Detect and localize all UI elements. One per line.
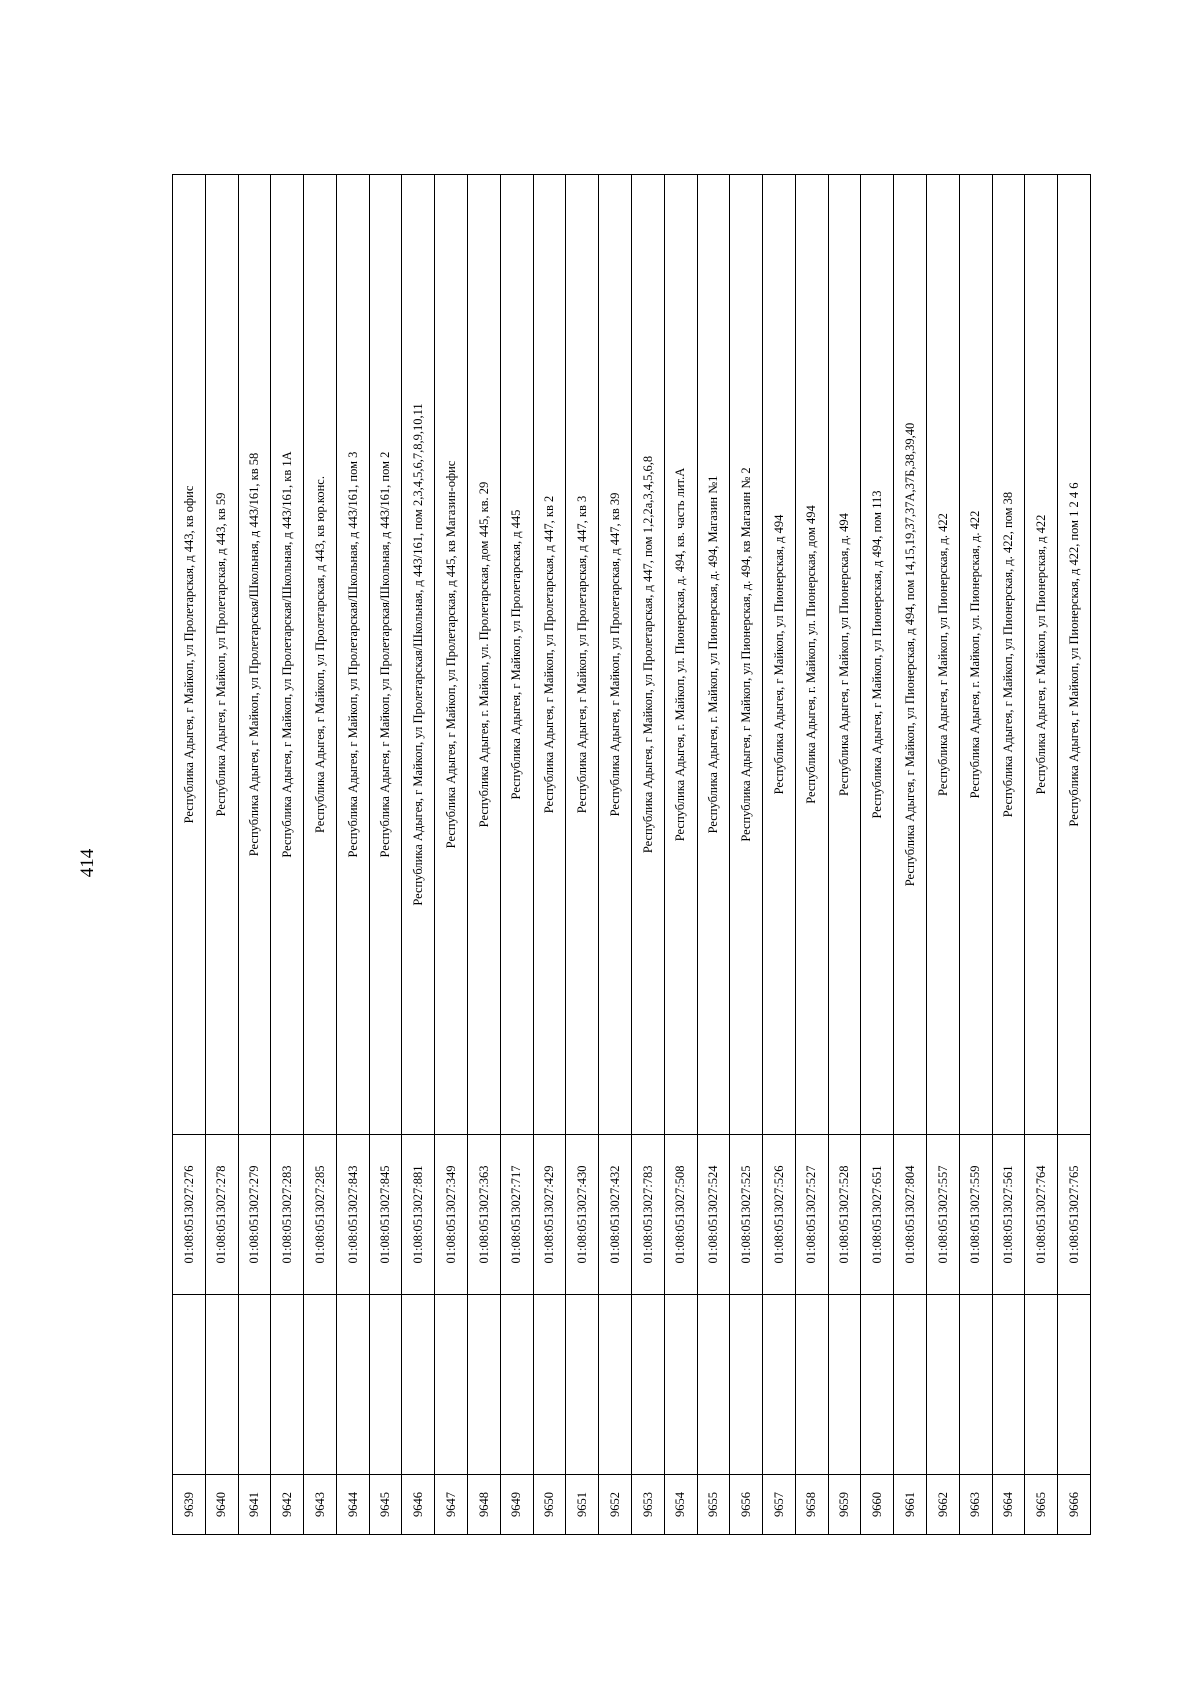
- table-row: [959, 175, 992, 1535]
- address-cell: Республика Адыгея, г Майкоп, ул Пролетарская, д 447, кв 39: [599, 175, 632, 1135]
- row-number-cell: 9653: [631, 1475, 664, 1535]
- row-number-cell: 9646: [402, 1475, 435, 1535]
- cadastral-number-cell: 01:08:0513027:783: [631, 1135, 664, 1295]
- cadastral-number-cell: 01:08:0513027:278: [205, 1135, 238, 1295]
- row-number-cell: 9658: [795, 1475, 828, 1535]
- address-cell: Республика Адыгея, г Майкоп, ул Пролетарская/Школьная, д 443/161, пом 2: [369, 175, 402, 1135]
- cadastral-number-cell: 01:08:0513027:508: [664, 1135, 697, 1295]
- cadastral-number-cell: 01:08:0513027:526: [763, 1135, 796, 1295]
- address-cell: Республика Адыгея, г. Майкоп, ул. Пионерская, дом 494: [795, 175, 828, 1135]
- row-number-cell: 9652: [599, 1475, 632, 1535]
- row-number-cell: 9657: [763, 1475, 796, 1535]
- empty-cell: [697, 1295, 730, 1475]
- address-cell: Республика Адыгея, г. Майкоп, ул. Пионерская, д. 494, кв. часть лит.А: [664, 175, 697, 1135]
- cadastral-number-cell: 01:08:0513027:881: [402, 1135, 435, 1295]
- empty-cell: [631, 1295, 664, 1475]
- address-cell: Республика Адыгея, г Майкоп, ул Пролетарская/Школьная, д 443/161, кв 1А: [271, 175, 304, 1135]
- address-cell: Республика Адыгея, г Майкоп, ул Пионерская, д 422: [1025, 175, 1058, 1135]
- row-number-cell: 9666: [1058, 1475, 1091, 1535]
- empty-cell: [173, 1295, 206, 1475]
- row-number-cell: 9642: [271, 1475, 304, 1535]
- row-number-cell: 9643: [304, 1475, 337, 1535]
- table-row: [369, 175, 402, 1535]
- row-number-cell: 9662: [926, 1475, 959, 1535]
- address-cell: Республика Адыгея, г Майкоп, ул Пролетарская/Школьная, д 443/161, пом 2,3,4,5,6,7,8,9,10,11: [402, 175, 435, 1135]
- address-cell: Республика Адыгея, г Майкоп, ул Пролетарская, д 447, кв 3: [566, 175, 599, 1135]
- table-row: [435, 175, 468, 1535]
- empty-cell: [730, 1295, 763, 1475]
- row-number-cell: 9648: [468, 1475, 501, 1535]
- cadastral-number-cell: 01:08:0513027:283: [271, 1135, 304, 1295]
- address-cell: Республика Адыгея, г Майкоп, ул Пролетарская, д 445, кв Магазин-офис: [435, 175, 468, 1135]
- address-cell: Республика Адыгея, г Майкоп, ул Пролетарская, д 447, кв 2: [533, 175, 566, 1135]
- cadastral-number-cell: 01:08:0513027:276: [173, 1135, 206, 1295]
- table-row: [205, 175, 238, 1535]
- empty-cell: [926, 1295, 959, 1475]
- empty-cell: [500, 1295, 533, 1475]
- cadastral-number-cell: 01:08:0513027:843: [336, 1135, 369, 1295]
- table-row: [468, 175, 501, 1535]
- empty-cell: [336, 1295, 369, 1475]
- address-cell: Республика Адыгея, г Майкоп, ул Пионерская, д. 494, кв Магазин № 2: [730, 175, 763, 1135]
- row-number-cell: 9665: [1025, 1475, 1058, 1535]
- table-row: [730, 175, 763, 1535]
- row-number-cell: 9663: [959, 1475, 992, 1535]
- empty-cell: [894, 1295, 927, 1475]
- cadastral-number-cell: 01:08:0513027:804: [894, 1135, 927, 1295]
- table-row: [500, 175, 533, 1535]
- address-cell: Республика Адыгея, г Майкоп, ул Пролетарская, д 443, кв юр.конс.: [304, 175, 337, 1135]
- empty-cell: [1058, 1295, 1091, 1475]
- cadastral-number-cell: 01:08:0513027:845: [369, 1135, 402, 1295]
- table-row: [1025, 175, 1058, 1535]
- table-row: [795, 175, 828, 1535]
- empty-cell: [402, 1295, 435, 1475]
- row-number-cell: 9644: [336, 1475, 369, 1535]
- row-number-cell: 9655: [697, 1475, 730, 1535]
- registry-table-body: [173, 175, 1091, 1535]
- table-row: [664, 175, 697, 1535]
- cadastral-number-cell: 01:08:0513027:559: [959, 1135, 992, 1295]
- row-number-cell: 9660: [861, 1475, 894, 1535]
- address-cell: Республика Адыгея, г Майкоп, ул Пионерская, д 422, пом 1 2 4 6: [1058, 175, 1091, 1135]
- address-cell: Республика Адыгея, г Майкоп, ул Пионерская, д 494, пом 113: [861, 175, 894, 1135]
- table-row: [304, 175, 337, 1535]
- cadastral-number-cell: 01:08:0513027:717: [500, 1135, 533, 1295]
- address-cell: Республика Адыгея, г Майкоп, ул Пролетарская, д 443, кв офис: [173, 175, 206, 1135]
- address-cell: Республика Адыгея, г Майкоп, ул Пионерская, д 494: [763, 175, 796, 1135]
- registry-table: [172, 174, 1091, 1535]
- address-cell: Республика Адыгея, г Майкоп, ул Пионерская, д 494, пом 14,15,19,37,37А,37Б,38,39,40: [894, 175, 927, 1135]
- row-number-cell: 9664: [992, 1475, 1025, 1535]
- address-cell: Республика Адыгея, г Майкоп, ул Пионерская, д. 422, пом 38: [992, 175, 1025, 1135]
- table-row: [861, 175, 894, 1535]
- table-row: [271, 175, 304, 1535]
- empty-cell: [435, 1295, 468, 1475]
- cadastral-number-cell: 01:08:0513027:363: [468, 1135, 501, 1295]
- empty-cell: [795, 1295, 828, 1475]
- empty-cell: [271, 1295, 304, 1475]
- address-cell: Республика Адыгея, г Майкоп, ул Пионерская, д. 422: [926, 175, 959, 1135]
- empty-cell: [959, 1295, 992, 1475]
- cadastral-number-cell: 01:08:0513027:429: [533, 1135, 566, 1295]
- empty-cell: [861, 1295, 894, 1475]
- row-number-cell: 9639: [173, 1475, 206, 1535]
- empty-cell: [992, 1295, 1025, 1475]
- table-row: [763, 175, 796, 1535]
- registry-table-container: [172, 175, 1091, 1535]
- row-number-cell: 9656: [730, 1475, 763, 1535]
- address-cell: Республика Адыгея, г Майкоп, ул Пионерская, д. 494: [828, 175, 861, 1135]
- address-cell: Республика Адыгея, г. Майкоп, ул Пионерская, д. 494, Магазин №1: [697, 175, 730, 1135]
- table-row: [828, 175, 861, 1535]
- cadastral-number-cell: 01:08:0513027:557: [926, 1135, 959, 1295]
- empty-cell: [664, 1295, 697, 1475]
- cadastral-number-cell: 01:08:0513027:651: [861, 1135, 894, 1295]
- cadastral-number-cell: 01:08:0513027:349: [435, 1135, 468, 1295]
- address-cell: Республика Адыгея, г. Майкоп, ул. Пролетарская, дом 445, кв. 29: [468, 175, 501, 1135]
- cadastral-number-cell: 01:08:0513027:764: [1025, 1135, 1058, 1295]
- empty-cell: [828, 1295, 861, 1475]
- address-cell: Республика Адыгея, г Майкоп, ул Пролетарская, д 445: [500, 175, 533, 1135]
- empty-cell: [1025, 1295, 1058, 1475]
- row-number-cell: 9661: [894, 1475, 927, 1535]
- table-row: [926, 175, 959, 1535]
- row-number-cell: 9651: [566, 1475, 599, 1535]
- empty-cell: [763, 1295, 796, 1475]
- cadastral-number-cell: 01:08:0513027:524: [697, 1135, 730, 1295]
- cadastral-number-cell: 01:08:0513027:430: [566, 1135, 599, 1295]
- cadastral-number-cell: 01:08:0513027:561: [992, 1135, 1025, 1295]
- table-row: [599, 175, 632, 1535]
- address-cell: Республика Адыгея, г Майкоп, ул Пролетарская/Школьная, д 443/161, пом 3: [336, 175, 369, 1135]
- table-row: [533, 175, 566, 1535]
- cadastral-number-cell: 01:08:0513027:765: [1058, 1135, 1091, 1295]
- empty-cell: [533, 1295, 566, 1475]
- table-row: [992, 175, 1025, 1535]
- address-cell: Республика Адыгея, г Майкоп, ул Пролетарская/Школьная, д 443/161, кв 58: [238, 175, 271, 1135]
- row-number-cell: 9659: [828, 1475, 861, 1535]
- row-number-cell: 9645: [369, 1475, 402, 1535]
- row-number-cell: 9640: [205, 1475, 238, 1535]
- row-number-cell: 9641: [238, 1475, 271, 1535]
- table-row: [336, 175, 369, 1535]
- cadastral-number-cell: 01:08:0513027:279: [238, 1135, 271, 1295]
- empty-cell: [468, 1295, 501, 1475]
- table-row: [566, 175, 599, 1535]
- empty-cell: [566, 1295, 599, 1475]
- row-number-cell: 9647: [435, 1475, 468, 1535]
- cadastral-number-cell: 01:08:0513027:432: [599, 1135, 632, 1295]
- empty-cell: [369, 1295, 402, 1475]
- row-number-cell: 9654: [664, 1475, 697, 1535]
- empty-cell: [205, 1295, 238, 1475]
- table-row: [402, 175, 435, 1535]
- empty-cell: [238, 1295, 271, 1475]
- cadastral-number-cell: 01:08:0513027:285: [304, 1135, 337, 1295]
- address-cell: Республика Адыгея, г Майкоп, ул Пролетарская, д 443, кв 59: [205, 175, 238, 1135]
- empty-cell: [304, 1295, 337, 1475]
- cadastral-number-cell: 01:08:0513027:527: [795, 1135, 828, 1295]
- table-row: [894, 175, 927, 1535]
- table-row: [173, 175, 206, 1535]
- table-row: [238, 175, 271, 1535]
- cadastral-number-cell: 01:08:0513027:528: [828, 1135, 861, 1295]
- address-cell: Республика Адыгея, г Майкоп, ул Пролетарская, д 447, пом 1,2,2а,3,4,5,6,8: [631, 175, 664, 1135]
- table-row: [1058, 175, 1091, 1535]
- page-number: 414: [77, 848, 98, 878]
- address-cell: Республика Адыгея, г. Майкоп, ул. Пионерская, д. 422: [959, 175, 992, 1135]
- row-number-cell: 9649: [500, 1475, 533, 1535]
- row-number-cell: 9650: [533, 1475, 566, 1535]
- empty-cell: [599, 1295, 632, 1475]
- table-row: [631, 175, 664, 1535]
- table-row: [697, 175, 730, 1535]
- cadastral-number-cell: 01:08:0513027:525: [730, 1135, 763, 1295]
